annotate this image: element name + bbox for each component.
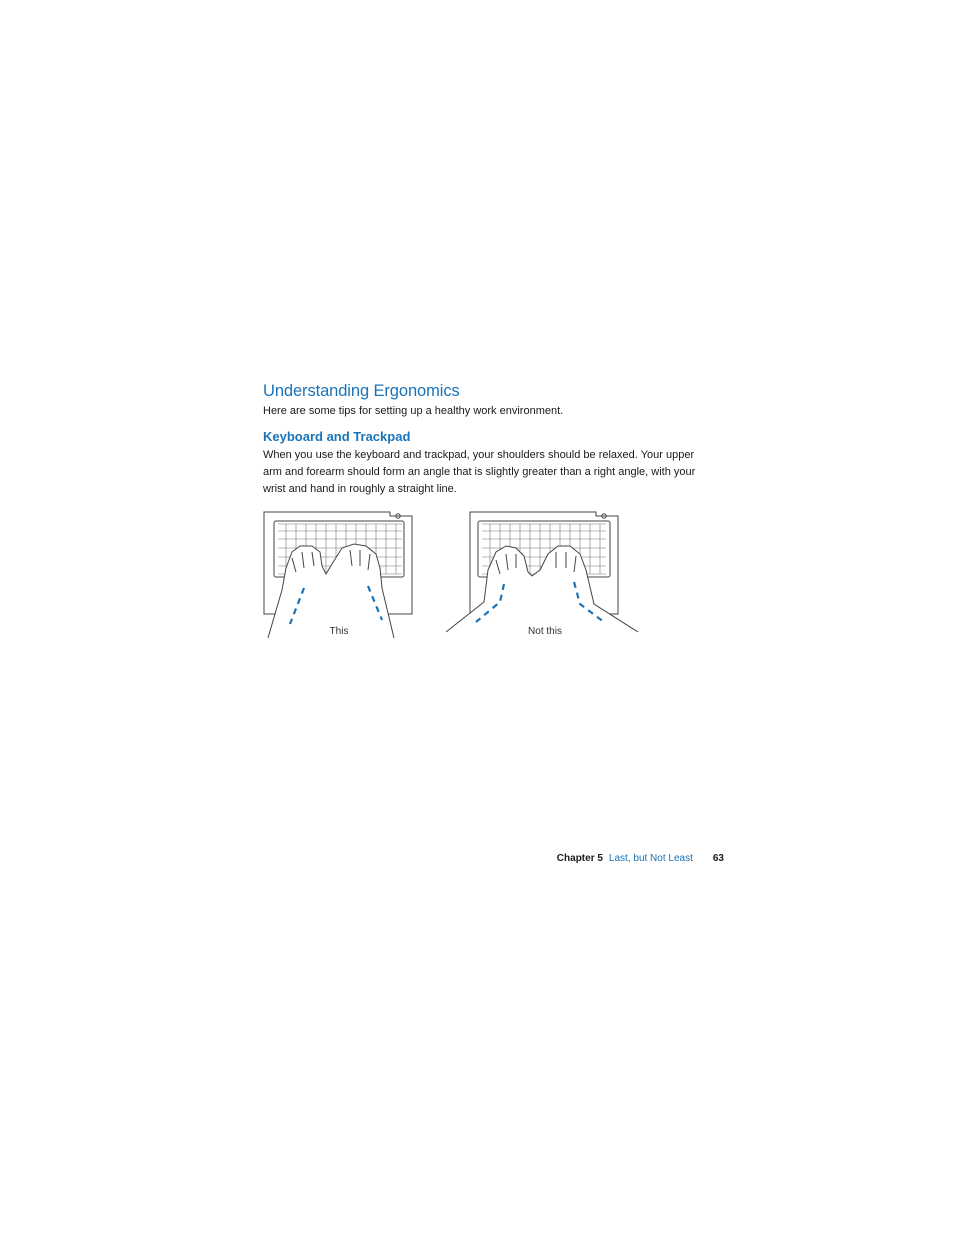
figure-caption-correct: This (329, 626, 349, 637)
figure-incorrect-posture (444, 508, 640, 640)
figure-correct-posture (262, 508, 418, 640)
footer-chapter-label: Chapter 5 (556, 853, 603, 864)
laptop-keyboard-hands-illustration (262, 508, 418, 640)
section-intro: Here are some tips for setting up a healthy work environment. (263, 405, 564, 417)
section-title: Understanding Ergonomics (263, 382, 460, 400)
footer-chapter-title: Last, but Not Least (608, 853, 693, 864)
page-footer (557, 853, 724, 864)
subsection-title: Keyboard and Trackpad (263, 429, 411, 444)
figure-caption-incorrect: Not this (528, 626, 562, 637)
footer-page-number: 63 (712, 853, 724, 864)
subsection-body: When you use the keyboard and trackpad, your shoulders should be relaxed. Your upper arm and forearm should form an angle that is slightly greater than a right angle, with your wrist and hand in roughly a straight line. (263, 449, 696, 495)
laptop-keyboard-hands-illustration (444, 508, 640, 640)
